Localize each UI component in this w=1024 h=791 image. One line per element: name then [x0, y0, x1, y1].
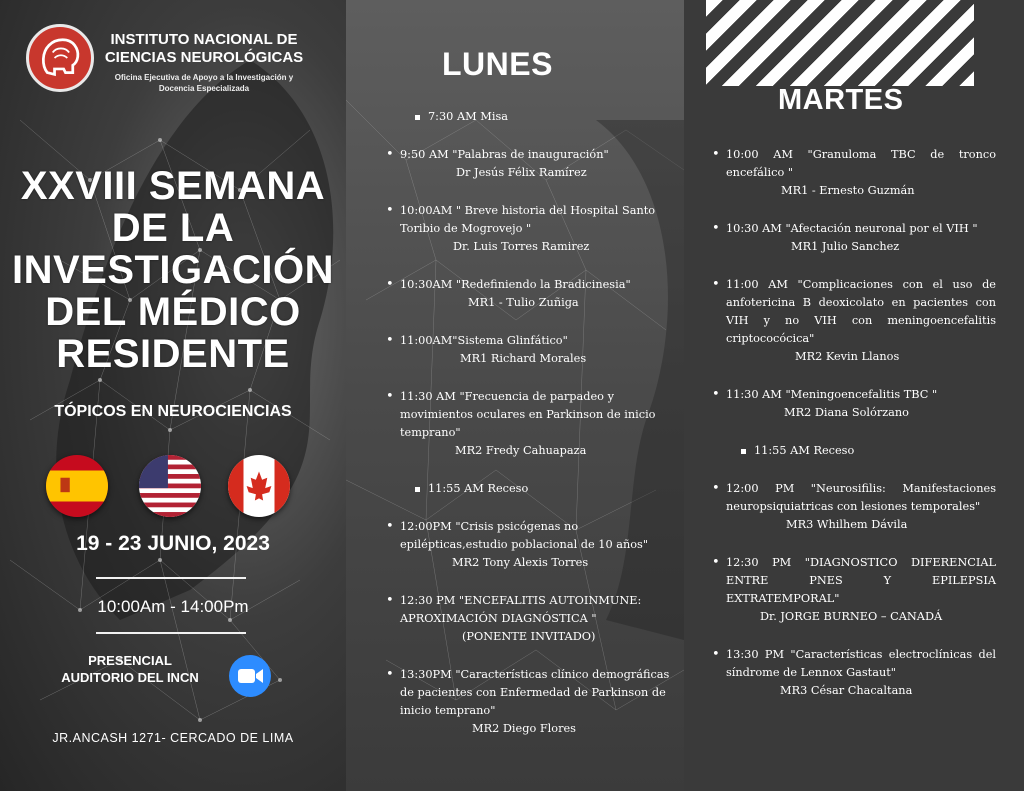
- list-item: [386, 202, 671, 256]
- item-text: 11:00AM"Sistema Glinfático": [400, 334, 568, 347]
- striped-banner: [706, 0, 974, 86]
- lunes-panel: [346, 0, 684, 791]
- zoom-icon: [229, 655, 271, 697]
- item-speaker: Dr Jesús Félix Ramírez: [456, 166, 587, 179]
- item-text: 11:30 AM "Meningoencefalitis TBC ": [726, 388, 938, 401]
- list-item: [386, 592, 671, 646]
- list-item: [386, 332, 671, 368]
- event-venue: [50, 652, 210, 686]
- item-speaker: MR1 Julio Sanchez: [791, 240, 900, 253]
- list-item: [712, 480, 996, 534]
- item-speaker: MR1 - Tulio Zuñiga: [468, 296, 579, 309]
- list-item: [386, 276, 671, 312]
- event-dates: 19 - 23 JUNIO, 2023: [76, 532, 270, 555]
- list-item: [712, 220, 996, 256]
- item-text: 13:30PM "Características clínico demográficas de pacientes con Enfermedad de Parkinson de inicio temprano": [400, 668, 670, 717]
- item-text: 7:30 AM Misa: [428, 110, 508, 123]
- event-title: XXVIII SEMANA DE LA INVESTIGACIÓN DEL MÉDICO RESIDENTE: [11, 164, 335, 376]
- martes-title: MARTES: [778, 84, 904, 116]
- item-speaker: MR3 Whilhem Dávila: [786, 518, 908, 531]
- martes-schedule: [712, 146, 996, 720]
- list-item: [386, 388, 671, 460]
- list-item: [712, 386, 996, 422]
- list-item: [386, 146, 671, 182]
- item-text: 12:30 PM "DIAGNOSTICO DIFERENCIAL ENTRE PNES Y EPILEPSIA EXTRATEMPORAL": [726, 556, 996, 605]
- item-text: 10:00 AM "Granuloma TBC de tronco encefálico ": [726, 148, 996, 179]
- venue-place: AUDITORIO DEL INCN: [61, 670, 199, 685]
- event-hours: 10:00Am - 14:00Pm: [97, 597, 249, 616]
- item-text: 11:55 AM Receso: [428, 482, 529, 495]
- item-speaker: MR1 Richard Morales: [460, 352, 587, 365]
- item-speaker: MR1 - Ernesto Guzmán: [781, 184, 915, 197]
- item-speaker: MR2 Diana Solórzano: [784, 406, 909, 419]
- event-topics: TÓPICOS EN NEUROCIENCIAS: [54, 403, 292, 420]
- venue-mode: PRESENCIAL: [88, 653, 172, 668]
- item-text: 11:30 AM "Frecuencia de parpadeo y movimientos oculares en Parkinson de inicio temprano": [400, 390, 656, 439]
- event-address: JR.ANCASH 1271- CERCADO DE LIMA: [52, 731, 294, 745]
- divider: [96, 577, 246, 579]
- list-item: [428, 108, 671, 126]
- list-item: [386, 666, 671, 738]
- institute-logo: [26, 24, 94, 92]
- spain-flag-icon: [46, 455, 108, 517]
- list-item: [712, 554, 996, 626]
- item-speaker: (PONENTE INVITADO): [462, 630, 596, 643]
- item-speaker: MR2 Fredy Cahuapaza: [455, 444, 587, 457]
- item-speaker: MR2 Diego Flores: [472, 722, 576, 735]
- item-speaker: MR2 Tony Alexis Torres: [452, 556, 589, 569]
- lunes-title: LUNES: [442, 46, 553, 82]
- list-item: [428, 480, 671, 498]
- item-text: 9:50 AM "Palabras de inauguración": [400, 148, 609, 161]
- list-item: [712, 646, 996, 700]
- item-speaker: MR3 César Chacaltana: [780, 684, 913, 697]
- item-text: 10:30 AM "Afectación neuronal por el VIH ": [726, 222, 978, 235]
- item-speaker: Dr. JORGE BURNEO – CANADÁ: [760, 610, 943, 623]
- item-text: 11:55 AM Receso: [754, 444, 855, 457]
- cover-panel: [0, 0, 346, 791]
- item-text: 10:30AM "Redefiniendo la Bradicinesia": [400, 278, 631, 291]
- canada-flag-icon: [228, 455, 290, 517]
- item-text: 12:00 PM "Neurosifilis: Manifestaciones neuropsiquiatricas con lesiones temporales": [726, 482, 996, 513]
- item-speaker: Dr. Luis Torres Ramirez: [453, 240, 590, 253]
- list-item: [754, 442, 996, 460]
- lunes-schedule: [386, 108, 671, 758]
- list-item: [386, 518, 671, 572]
- item-text: 13:30 PM "Características electroclínicas del síndrome de Lennox Gastaut": [726, 648, 996, 679]
- item-text: 12:30 PM "ENCEFALITIS AUTOINMUNE: APROXIMACIÓN DIAGNÓSTICA ": [400, 594, 642, 625]
- martes-panel: [684, 0, 1024, 791]
- usa-flag-icon: [139, 455, 201, 517]
- list-item: [712, 276, 996, 366]
- item-text: 10:00AM " Breve historia del Hospital Santo Toribio de Mogrovejo ": [400, 204, 656, 235]
- divider: [96, 632, 246, 634]
- item-text: 11:00 AM "Complicaciones con el uso de anfotericina B deoxicolato en pacientes con VIH y no VIH con meningoencefalitis criptococócica": [726, 278, 996, 345]
- head-brain-icon: [29, 27, 91, 89]
- list-item: [712, 146, 996, 200]
- item-text: 12:00PM "Crisis psicógenas no epilépticas,estudio poblacional de 10 años": [400, 520, 649, 551]
- item-speaker: MR2 Kevin Llanos: [795, 350, 900, 363]
- institute-office: Oficina Ejecutiva de Apoyo a la Investigación y Docencia Especializada: [114, 73, 294, 93]
- institute-name: INSTITUTO NACIONAL DE CIENCIAS NEUROLÓGICAS: [104, 31, 304, 66]
